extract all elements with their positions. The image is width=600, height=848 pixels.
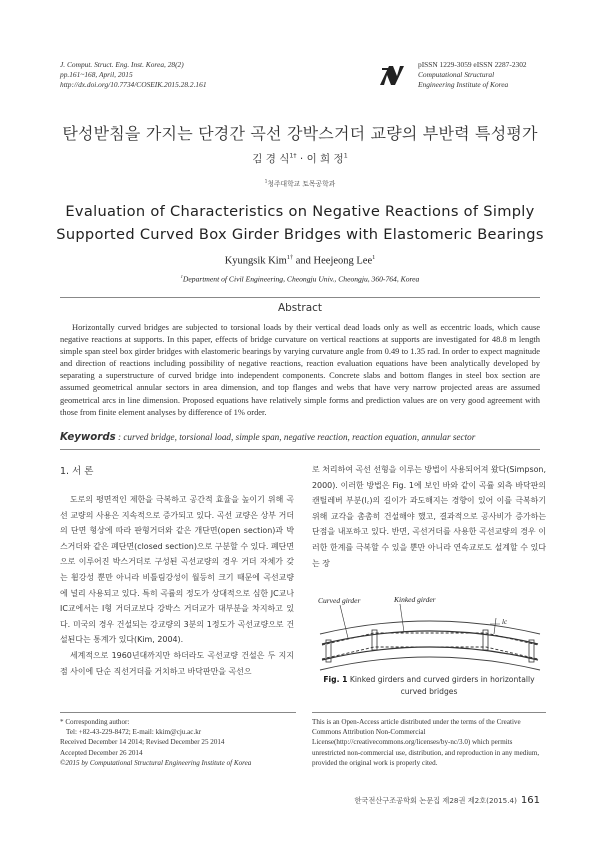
keywords-label: Keywords [60, 432, 116, 443]
author-kim-en: Kyungsik Kim [224, 255, 287, 267]
figure-caption-label: Fig. 1 [323, 675, 348, 684]
figure-label-curved: Curved girder [318, 596, 361, 605]
keywords [60, 432, 540, 443]
journal-citation [60, 60, 320, 90]
affiliation-english [0, 274, 600, 284]
society-name-line1: Computational Structural [418, 70, 495, 79]
figure-kinked-curved-girders [318, 594, 542, 672]
footnote-rule-right [312, 712, 546, 713]
affiliation-korean [0, 178, 600, 188]
license-notice: This is an Open-Access article distributed under the terms of the Creative Commons Attribution Non-Commercial License(http://creativecommons.org/licenses/by-nc/3.0) which permits unrestricted non-commercial use, distribution, and reproduction in any medium, provided the original work is properly cited. [312, 718, 540, 767]
title-english [0, 200, 600, 246]
issn-block [418, 60, 568, 90]
affiliation-mark: 1 [264, 178, 268, 184]
copyright: ©2015 by Computational Structural Engineering Institute of Korea [60, 758, 252, 767]
title-korean: 탄성받침을 가지는 단경간 곡선 강박스거더 교량의 부반력 특성평가 [62, 124, 538, 143]
author-separator: · [296, 153, 307, 165]
corresponding-author: * Corresponding author: [60, 718, 130, 726]
received-dates: Received December 14 2014; Revised December 25 2014 [60, 738, 225, 747]
body-paragraph: 도로의 평면적인 제한을 극복하고 공간적 효율을 높이기 위해 곡선 교량의 사용은 지속적으로 증가되고 있다. 곡선 교량은 상부 거더의 단면 형상에 따라 판형거더와 같은 개단면(open section)과 박스거더와 같은 폐단면(closed section)으로 구분할 수 있다. 폐단면으로 이루어진 박스거더로 구성된 곡선교량의 경우 거더 자체가 갖는 휨강성 뿐만 아니라 비틀림강성이 월등히 크기 때문에 곡선교량에 널리 사용되고 있다. 특히 곡률의 정도가 상대적으로 심한 JC교나 IC교에서는 I형 거더교보다 강박스 거더교가 대부분을 차지하고 있다. 미국의 경우 건설되는 강교량의 3분의 1정도가 곡선교량으로 건설된다는 통계가 있다(Kim, 2004). [60, 495, 294, 645]
figure-caption [312, 674, 546, 698]
affiliation-text-en: Department of Civil Engineering, Cheongju Univ., Cheongju, 360-764, Korea [182, 274, 420, 284]
journal-name: J. Comput. Struct. Eng. Inst. Korea, 28(2) [60, 60, 184, 69]
issn: pISSN 1229-3059 eISSN 2287-2302 [418, 60, 527, 69]
keywords-list: : curved bridge, torsional load, simple span, negative reaction, reaction equation, annular sector [115, 432, 476, 442]
title-english-line2: Supported Curved Box Girder Bridges with Elastomeric Bearings [56, 226, 544, 243]
footnote-correspondence [60, 717, 296, 768]
title-english-line1: Evaluation of Characteristics on Negative Reactions of Simply [65, 203, 535, 220]
author-mark: 1† [286, 254, 294, 261]
left-column [60, 492, 294, 679]
page-footer [354, 795, 540, 806]
contact-info: Tel: +82-43-229-8472; E-mail: kkim@cju.ac.kr [66, 728, 202, 737]
author-lee-ko: 이 희 정 [306, 153, 344, 165]
body-paragraph: 로 처리하여 곡선 선형을 이루는 방법이 사용되어져 왔다(Simpson, 2000). 이러한 방법은 Fig. 1에 보인 바와 같이 곡률 외측 바닥판의 캔틸레버 부분(l꜀)의 길이가 과도해지는 경향이 있어 이를 극복하기 위해 교각을 촘촘히 건설해야 했고, 결과적으로 공사비가 증가하는 단점을 내포하고 있다. 반면, 곡선거더를 사용한 곡선교량의 경우 이러한 한계를 극복할 수 있을 뿐만 아니라 연속교로도 설계할 수 있다는 장 [312, 465, 546, 568]
accepted-date: Accepted December 26 2014 [60, 748, 143, 757]
page-number: 161 [520, 795, 540, 806]
affiliation-mark: 1 [180, 274, 183, 279]
journal-pages: pp.161~168, April, 2015 [60, 70, 133, 79]
journal-logo-icon [378, 63, 406, 87]
authors-korean [0, 151, 600, 166]
society-name-line2: Engineering Institute of Korea [418, 80, 509, 89]
figure-label-kinked: Kinked girder [394, 595, 436, 604]
body-paragraph: 세계적으로 1960년대까지만 하더라도 곡선교량 건설은 두 지지점 사이에 단순 직선거더를 거치하고 바닥판만을 곡선으 [60, 650, 294, 676]
right-column [312, 462, 546, 571]
author-lee-en: and Heejeong Lee [293, 255, 373, 267]
footnote-rule-left [60, 712, 296, 713]
journal-issue: 한국전산구조공학회 논문집 제28권 제2호(2015.4) [354, 796, 517, 805]
author-kim-ko: 김 경 식 [252, 153, 290, 165]
abstract-top-rule [60, 297, 540, 298]
author-mark: 1 [372, 254, 376, 261]
figure-caption-text: Kinked girders and curved girders in horizontally curved bridges [347, 675, 535, 696]
abstract-heading: Abstract [277, 302, 323, 314]
affiliation-text: 청주대학교 토목공학과 [267, 180, 336, 188]
figure-label-lc: lc [502, 618, 508, 626]
keywords-bottom-rule [60, 449, 540, 450]
authors-english [0, 254, 600, 267]
author-mark: 1 [343, 152, 348, 160]
abstract-body: Horizontally curved bridges are subjected to torsional loads by their vertical dead loads only as well as eccentric loads, which cause negative reactions at supports. In this paper, effects of bridge curvature on vertical reactions at supports are investigated for 48.8 m length simple span steel box girder bridges with elastomeric bearings by varying curvature angle from 0.49 to 1.35 rad. In order to expect magnitude and direction of reactions including possibility of negative reactions, reaction evaluation equations have been analytically developed by separating a superstructure of curved bridge into independent components. Concrete slabs and bottom flanges in steel box section are assumed geometrical annular sectors in area dimension, and top flanges and webs that have very narrow projected areas are assumed geometrical arcs in line dimension. Proposed equations have relatively simple forms and prediction values are on very good agreement with those from finite element analyses by difference of 1% order. [60, 322, 540, 417]
author-mark: 1† [289, 152, 297, 160]
doi-link[interactable]: http://dx.doi.org/10.7734/COSEIK.2015.28.2.161 [60, 80, 207, 89]
section-heading: 1. 서 론 [60, 466, 94, 477]
